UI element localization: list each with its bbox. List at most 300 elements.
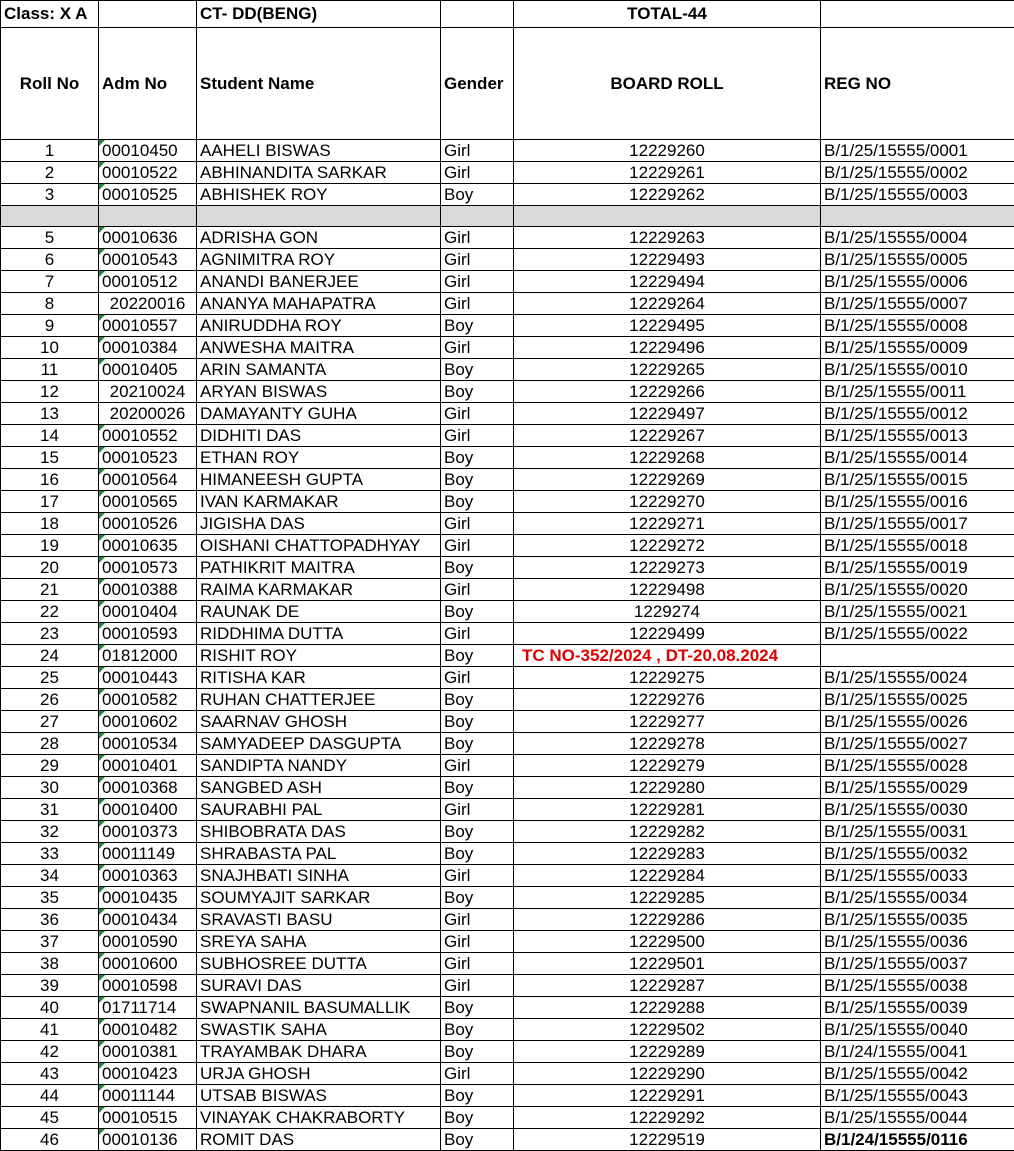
student-name-cell: OISHANI CHATTOPADHYAY xyxy=(197,535,441,557)
board-roll-cell: 12229263 xyxy=(514,227,821,249)
student-name-cell: ABHINANDITA SARKAR xyxy=(197,162,441,184)
roll-no-cell: 3 xyxy=(1,184,99,206)
roll-no-cell: 31 xyxy=(1,799,99,821)
gender-cell: Boy xyxy=(441,184,514,206)
student-name-cell: TRAYAMBAK DHARA xyxy=(197,1041,441,1063)
table-row xyxy=(1,843,1014,865)
reg-no-cell: B/1/25/15555/0029 xyxy=(821,777,1014,799)
roll-no-cell: 43 xyxy=(1,1063,99,1085)
roll-no-cell: 39 xyxy=(1,975,99,997)
table-row xyxy=(1,601,1014,623)
roll-no-cell: 17 xyxy=(1,491,99,513)
student-name-cell: AGNIMITRA ROY xyxy=(197,249,441,271)
adm-no-cell: 00010523 xyxy=(99,447,197,469)
reg-no-cell: B/1/25/15555/0013 xyxy=(821,425,1014,447)
roll-no-cell: 23 xyxy=(1,623,99,645)
board-roll-cell: 1229274 xyxy=(514,601,821,623)
board-roll-cell: 12229264 xyxy=(514,293,821,315)
table-row xyxy=(1,1085,1014,1107)
gender-cell: Boy xyxy=(441,777,514,799)
table-row xyxy=(1,491,1014,513)
gender-cell: Girl xyxy=(441,909,514,931)
roll-no-cell: 38 xyxy=(1,953,99,975)
adm-no-cell: 00010405 xyxy=(99,359,197,381)
adm-no-cell: 00010598 xyxy=(99,975,197,997)
adm-no-cell: 00010557 xyxy=(99,315,197,337)
student-name-cell: SAARNAV GHOSH xyxy=(197,711,441,733)
ct-label: CT- DD(BENG) xyxy=(197,1,441,28)
gender-cell: Boy xyxy=(441,1019,514,1041)
gender-cell: Boy xyxy=(441,821,514,843)
gender-cell: Boy xyxy=(441,469,514,491)
student-name-cell: RAUNAK DE xyxy=(197,601,441,623)
reg-no-cell: B/1/25/15555/0035 xyxy=(821,909,1014,931)
roll-no-cell: 42 xyxy=(1,1041,99,1063)
table-row xyxy=(1,997,1014,1019)
header-reg-no: REG NO xyxy=(821,28,1014,140)
student-name-cell: SAMYADEEP DASGUPTA xyxy=(197,733,441,755)
table-row xyxy=(1,315,1014,337)
roll-no-cell: 13 xyxy=(1,403,99,425)
gender-cell: Boy xyxy=(441,1107,514,1129)
board-roll-cell: 12229500 xyxy=(514,931,821,953)
gender-cell: Girl xyxy=(441,975,514,997)
board-roll-cell: 12229288 xyxy=(514,997,821,1019)
header-roll-no: Roll No xyxy=(1,28,99,140)
reg-no-cell: B/1/24/15555/0116 xyxy=(821,1129,1014,1151)
table-row xyxy=(1,184,1014,206)
board-roll-cell: 12229495 xyxy=(514,315,821,337)
roll-no-cell: 41 xyxy=(1,1019,99,1041)
table-row xyxy=(1,337,1014,359)
roll-no-cell: 22 xyxy=(1,601,99,623)
roll-no-cell: 33 xyxy=(1,843,99,865)
board-roll-cell: 12229502 xyxy=(514,1019,821,1041)
board-roll-cell: 12229281 xyxy=(514,799,821,821)
adm-no-cell: 00010525 xyxy=(99,184,197,206)
board-roll-cell: 12229270 xyxy=(514,491,821,513)
adm-no-cell: 00010404 xyxy=(99,601,197,623)
gender-cell: Girl xyxy=(441,403,514,425)
adm-no-cell: 00010388 xyxy=(99,579,197,601)
roll-no-cell: 5 xyxy=(1,227,99,249)
adm-no-cell: 00010564 xyxy=(99,469,197,491)
adm-no-cell: 00010526 xyxy=(99,513,197,535)
gender-cell: Boy xyxy=(441,491,514,513)
adm-no-cell: 01711714 xyxy=(99,997,197,1019)
adm-no-cell: 00010435 xyxy=(99,887,197,909)
roll-no-cell: 15 xyxy=(1,447,99,469)
table-row xyxy=(1,447,1014,469)
reg-no-cell: B/1/25/15555/0018 xyxy=(821,535,1014,557)
reg-no-cell: B/1/25/15555/0011 xyxy=(821,381,1014,403)
student-name-cell: ROMIT DAS xyxy=(197,1129,441,1151)
student-name-cell: ABHISHEK ROY xyxy=(197,184,441,206)
roll-no-cell: 37 xyxy=(1,931,99,953)
board-roll-cell: 12229290 xyxy=(514,1063,821,1085)
student-name-cell: ANANYA MAHAPATRA xyxy=(197,293,441,315)
roll-no-cell: 9 xyxy=(1,315,99,337)
student-name-cell: RUHAN CHATTERJEE xyxy=(197,689,441,711)
table-row xyxy=(1,755,1014,777)
gender-cell: Boy xyxy=(441,315,514,337)
board-roll-cell: 12229494 xyxy=(514,271,821,293)
table-row xyxy=(1,799,1014,821)
reg-no-cell: B/1/25/15555/0039 xyxy=(821,997,1014,1019)
table-row xyxy=(1,689,1014,711)
table-row xyxy=(1,1041,1014,1063)
reg-no-cell: B/1/25/15555/0021 xyxy=(821,601,1014,623)
roll-no-cell: 34 xyxy=(1,865,99,887)
gender-cell: Girl xyxy=(441,1063,514,1085)
reg-no-cell: B/1/25/15555/0031 xyxy=(821,821,1014,843)
roll-no-cell: 35 xyxy=(1,887,99,909)
board-roll-cell: 12229493 xyxy=(514,249,821,271)
table-row xyxy=(1,975,1014,997)
student-name-cell: UTSAB BISWAS xyxy=(197,1085,441,1107)
roll-no-cell: 16 xyxy=(1,469,99,491)
roll-no-cell: 27 xyxy=(1,711,99,733)
roll-no-cell: 40 xyxy=(1,997,99,1019)
gender-cell: Boy xyxy=(441,645,514,667)
adm-no-cell: 00011149 xyxy=(99,843,197,865)
adm-no-cell: 00010602 xyxy=(99,711,197,733)
tc-note-cell: TC NO-352/2024 , DT-20.08.2024 xyxy=(514,645,821,667)
board-roll-cell: 12229289 xyxy=(514,1041,821,1063)
adm-no-cell: 00010368 xyxy=(99,777,197,799)
board-roll-cell: 12229519 xyxy=(514,1129,821,1151)
gender-cell: Girl xyxy=(441,271,514,293)
table-row xyxy=(1,425,1014,447)
roll-no-cell: 45 xyxy=(1,1107,99,1129)
roll-no-cell: 32 xyxy=(1,821,99,843)
gender-cell: Boy xyxy=(441,447,514,469)
adm-no-cell: 00010423 xyxy=(99,1063,197,1085)
student-name-cell: ETHAN ROY xyxy=(197,447,441,469)
board-roll-cell: 12229268 xyxy=(514,447,821,469)
board-roll-cell: 12229265 xyxy=(514,359,821,381)
student-name-cell: SWAPNANIL BASUMALLIK xyxy=(197,997,441,1019)
student-name-cell: ADRISHA GON xyxy=(197,227,441,249)
board-roll-cell: 12229285 xyxy=(514,887,821,909)
table-row xyxy=(1,271,1014,293)
board-roll-cell: 12229266 xyxy=(514,381,821,403)
reg-no-cell: B/1/25/15555/0033 xyxy=(821,865,1014,887)
reg-no-cell: B/1/25/15555/0017 xyxy=(821,513,1014,535)
reg-no-cell: B/1/25/15555/0007 xyxy=(821,293,1014,315)
student-name-cell: RIDDHIMA DUTTA xyxy=(197,623,441,645)
gender-cell: Boy xyxy=(441,557,514,579)
roll-no-cell: 11 xyxy=(1,359,99,381)
table-row xyxy=(1,513,1014,535)
board-roll-cell: 12229498 xyxy=(514,579,821,601)
adm-no-cell: 00010373 xyxy=(99,821,197,843)
reg-no-cell: B/1/25/15555/0019 xyxy=(821,557,1014,579)
student-name-cell: ANIRUDDHA ROY xyxy=(197,315,441,337)
board-roll-cell: 12229273 xyxy=(514,557,821,579)
table-row xyxy=(1,249,1014,271)
roll-no-cell: 24 xyxy=(1,645,99,667)
gender-cell: Girl xyxy=(441,667,514,689)
adm-no-cell: 00011144 xyxy=(99,1085,197,1107)
gender-cell: Girl xyxy=(441,799,514,821)
board-roll-cell: 12229286 xyxy=(514,909,821,931)
blank-row xyxy=(1,206,1014,227)
table-row xyxy=(1,162,1014,184)
roll-no-cell: 25 xyxy=(1,667,99,689)
table-row xyxy=(1,711,1014,733)
roll-no-cell: 26 xyxy=(1,689,99,711)
adm-no-cell: 20200026 xyxy=(99,403,197,425)
gender-cell: Boy xyxy=(441,887,514,909)
gender-cell: Girl xyxy=(441,535,514,557)
reg-no-cell: B/1/25/15555/0020 xyxy=(821,579,1014,601)
student-name-cell: AAHELI BISWAS xyxy=(197,140,441,162)
reg-no-cell: B/1/25/15555/0042 xyxy=(821,1063,1014,1085)
reg-no-cell: B/1/25/15555/0044 xyxy=(821,1107,1014,1129)
reg-no-cell: B/1/25/15555/0040 xyxy=(821,1019,1014,1041)
table-row xyxy=(1,1019,1014,1041)
reg-no-cell: B/1/25/15555/0005 xyxy=(821,249,1014,271)
board-roll-cell: 12229267 xyxy=(514,425,821,447)
adm-no-cell: 00010593 xyxy=(99,623,197,645)
table-row xyxy=(1,535,1014,557)
adm-no-cell: 00010384 xyxy=(99,337,197,359)
reg-no-cell: B/1/25/15555/0014 xyxy=(821,447,1014,469)
reg-no-cell: B/1/25/15555/0030 xyxy=(821,799,1014,821)
student-name-cell: PATHIKRIT MAITRA xyxy=(197,557,441,579)
gender-cell: Girl xyxy=(441,249,514,271)
reg-no-cell: B/1/25/15555/0038 xyxy=(821,975,1014,997)
board-roll-cell: 12229499 xyxy=(514,623,821,645)
adm-no-cell: 00010381 xyxy=(99,1041,197,1063)
gender-cell: Girl xyxy=(441,953,514,975)
student-name-cell: SUBHOSREE DUTTA xyxy=(197,953,441,975)
roll-no-cell: 20 xyxy=(1,557,99,579)
reg-no-cell: B/1/25/15555/0036 xyxy=(821,931,1014,953)
board-roll-cell: 12229276 xyxy=(514,689,821,711)
roll-no-cell: 44 xyxy=(1,1085,99,1107)
roll-no-cell: 7 xyxy=(1,271,99,293)
gender-cell: Boy xyxy=(441,1085,514,1107)
table-row xyxy=(1,953,1014,975)
adm-no-cell: 00010573 xyxy=(99,557,197,579)
gender-cell: Girl xyxy=(441,425,514,447)
table-row xyxy=(1,140,1014,162)
roll-no-cell: 2 xyxy=(1,162,99,184)
student-name-cell: RAIMA KARMAKAR xyxy=(197,579,441,601)
adm-no-cell: 00010543 xyxy=(99,249,197,271)
gender-cell: Girl xyxy=(441,513,514,535)
header-row xyxy=(1,28,1014,140)
adm-no-cell: 00010363 xyxy=(99,865,197,887)
title-row xyxy=(1,1,1014,28)
adm-no-cell: 00010515 xyxy=(99,1107,197,1129)
gender-cell: Girl xyxy=(441,579,514,601)
gender-cell: Boy xyxy=(441,997,514,1019)
roll-no-cell: 18 xyxy=(1,513,99,535)
table-row xyxy=(1,469,1014,491)
adm-no-cell: 00010401 xyxy=(99,755,197,777)
student-name-cell: ANANDI BANERJEE xyxy=(197,271,441,293)
board-roll-cell: 12229497 xyxy=(514,403,821,425)
header-student-name: Student Name xyxy=(197,28,441,140)
adm-no-cell: 00010600 xyxy=(99,953,197,975)
gender-cell: Girl xyxy=(441,227,514,249)
gender-cell: Boy xyxy=(441,359,514,381)
board-roll-cell: 12229272 xyxy=(514,535,821,557)
board-roll-cell: 12229271 xyxy=(514,513,821,535)
table-row xyxy=(1,359,1014,381)
student-name-cell: JIGISHA DAS xyxy=(197,513,441,535)
student-name-cell: SURAVI DAS xyxy=(197,975,441,997)
table-row xyxy=(1,1129,1014,1151)
student-name-cell: VINAYAK CHAKRABORTY xyxy=(197,1107,441,1129)
board-roll-cell: 12229287 xyxy=(514,975,821,997)
gender-cell: Girl xyxy=(441,337,514,359)
roll-no-cell: 1 xyxy=(1,140,99,162)
reg-no-cell: B/1/25/15555/0037 xyxy=(821,953,1014,975)
roll-no-cell: 14 xyxy=(1,425,99,447)
reg-no-cell: B/1/25/15555/0024 xyxy=(821,667,1014,689)
student-name-cell: SOUMYAJIT SARKAR xyxy=(197,887,441,909)
student-name-cell: SNAJHBATI SINHA xyxy=(197,865,441,887)
student-name-cell: ARIN SAMANTA xyxy=(197,359,441,381)
table-row xyxy=(1,931,1014,953)
board-roll-cell: 12229261 xyxy=(514,162,821,184)
roll-no-cell: 29 xyxy=(1,755,99,777)
adm-no-cell: 00010534 xyxy=(99,733,197,755)
table-row xyxy=(1,887,1014,909)
table-row xyxy=(1,1107,1014,1129)
table-row xyxy=(1,403,1014,425)
gender-cell: Boy xyxy=(441,711,514,733)
gender-cell: Girl xyxy=(441,623,514,645)
roll-no-cell: 19 xyxy=(1,535,99,557)
adm-no-cell: 00010635 xyxy=(99,535,197,557)
gender-cell: Girl xyxy=(441,931,514,953)
board-roll-cell: 12229277 xyxy=(514,711,821,733)
reg-no-cell: B/1/25/15555/0032 xyxy=(821,843,1014,865)
reg-no-cell: B/1/25/15555/0006 xyxy=(821,271,1014,293)
student-name-cell: RISHIT ROY xyxy=(197,645,441,667)
table-row xyxy=(1,667,1014,689)
adm-no-cell: 00010482 xyxy=(99,1019,197,1041)
reg-no-cell: B/1/25/15555/0009 xyxy=(821,337,1014,359)
adm-no-cell: 00010590 xyxy=(99,931,197,953)
board-roll-cell: 12229282 xyxy=(514,821,821,843)
header-adm-no: Adm No xyxy=(99,28,197,140)
roll-no-cell: 28 xyxy=(1,733,99,755)
student-name-cell: SWASTIK SAHA xyxy=(197,1019,441,1041)
gender-cell: Girl xyxy=(441,162,514,184)
board-roll-cell: 12229292 xyxy=(514,1107,821,1129)
gender-cell: Boy xyxy=(441,733,514,755)
reg-no-cell: B/1/25/15555/0010 xyxy=(821,359,1014,381)
adm-no-cell: 20220016 xyxy=(99,293,197,315)
roll-no-cell: 6 xyxy=(1,249,99,271)
board-roll-cell: 12229283 xyxy=(514,843,821,865)
reg-no-cell: B/1/25/15555/0034 xyxy=(821,887,1014,909)
board-roll-cell: 12229501 xyxy=(514,953,821,975)
gender-cell: Girl xyxy=(441,293,514,315)
board-roll-cell: 12229284 xyxy=(514,865,821,887)
reg-no-cell: B/1/25/15555/0012 xyxy=(821,403,1014,425)
table-row xyxy=(1,1063,1014,1085)
reg-no-cell: B/1/25/15555/0043 xyxy=(821,1085,1014,1107)
adm-no-cell: 00010400 xyxy=(99,799,197,821)
adm-no-cell: 00010450 xyxy=(99,140,197,162)
table-row xyxy=(1,557,1014,579)
board-roll-cell: 12229291 xyxy=(514,1085,821,1107)
reg-no-cell: B/1/25/15555/0002 xyxy=(821,162,1014,184)
table-row xyxy=(1,821,1014,843)
reg-no-cell: B/1/25/15555/0027 xyxy=(821,733,1014,755)
board-roll-cell: 12229279 xyxy=(514,755,821,777)
student-name-cell: SHRABASTA PAL xyxy=(197,843,441,865)
adm-no-cell: 00010512 xyxy=(99,271,197,293)
adm-no-cell: 00010522 xyxy=(99,162,197,184)
reg-no-cell: B/1/25/15555/0015 xyxy=(821,469,1014,491)
table-row xyxy=(1,623,1014,645)
adm-no-cell: 00010443 xyxy=(99,667,197,689)
header-board-roll: BOARD ROLL xyxy=(514,28,821,140)
board-roll-cell: 12229260 xyxy=(514,140,821,162)
reg-no-cell: B/1/25/15555/0026 xyxy=(821,711,1014,733)
reg-no-cell: B/1/25/15555/0008 xyxy=(821,315,1014,337)
student-name-cell: SHIBOBRATA DAS xyxy=(197,821,441,843)
student-name-cell: HIMANEESH GUPTA xyxy=(197,469,441,491)
table-row xyxy=(1,645,1014,667)
reg-no-cell: B/1/25/15555/0003 xyxy=(821,184,1014,206)
table-row xyxy=(1,227,1014,249)
board-roll-cell: 12229496 xyxy=(514,337,821,359)
reg-no-cell: B/1/24/15555/0041 xyxy=(821,1041,1014,1063)
table-row xyxy=(1,909,1014,931)
student-name-cell: DAMAYANTY GUHA xyxy=(197,403,441,425)
gender-cell: Boy xyxy=(441,843,514,865)
roll-no-cell: 36 xyxy=(1,909,99,931)
gender-cell: Girl xyxy=(441,865,514,887)
student-name-cell: SREYA SAHA xyxy=(197,931,441,953)
roll-no-cell: 21 xyxy=(1,579,99,601)
adm-no-cell: 00010582 xyxy=(99,689,197,711)
student-name-cell: ANWESHA MAITRA xyxy=(197,337,441,359)
total-label: TOTAL-44 xyxy=(514,1,821,28)
reg-no-cell: B/1/25/15555/0016 xyxy=(821,491,1014,513)
reg-no-cell: B/1/25/15555/0028 xyxy=(821,755,1014,777)
reg-no-cell: B/1/25/15555/0022 xyxy=(821,623,1014,645)
board-roll-cell: 12229278 xyxy=(514,733,821,755)
student-name-cell: ARYAN BISWAS xyxy=(197,381,441,403)
reg-no-cell xyxy=(821,645,1014,667)
student-name-cell: SANGBED ASH xyxy=(197,777,441,799)
adm-no-cell: 01812000 xyxy=(99,645,197,667)
student-name-cell: RITISHA KAR xyxy=(197,667,441,689)
reg-no-cell: B/1/25/15555/0004 xyxy=(821,227,1014,249)
reg-no-cell: B/1/25/15555/0001 xyxy=(821,140,1014,162)
student-name-cell: URJA GHOSH xyxy=(197,1063,441,1085)
gender-cell: Boy xyxy=(441,1129,514,1151)
student-name-cell: DIDHITI DAS xyxy=(197,425,441,447)
reg-no-cell: B/1/25/15555/0025 xyxy=(821,689,1014,711)
table-row xyxy=(1,293,1014,315)
adm-no-cell: 20210024 xyxy=(99,381,197,403)
gender-cell: Girl xyxy=(441,140,514,162)
table-row xyxy=(1,777,1014,799)
board-roll-cell: 12229269 xyxy=(514,469,821,491)
table-row xyxy=(1,381,1014,403)
